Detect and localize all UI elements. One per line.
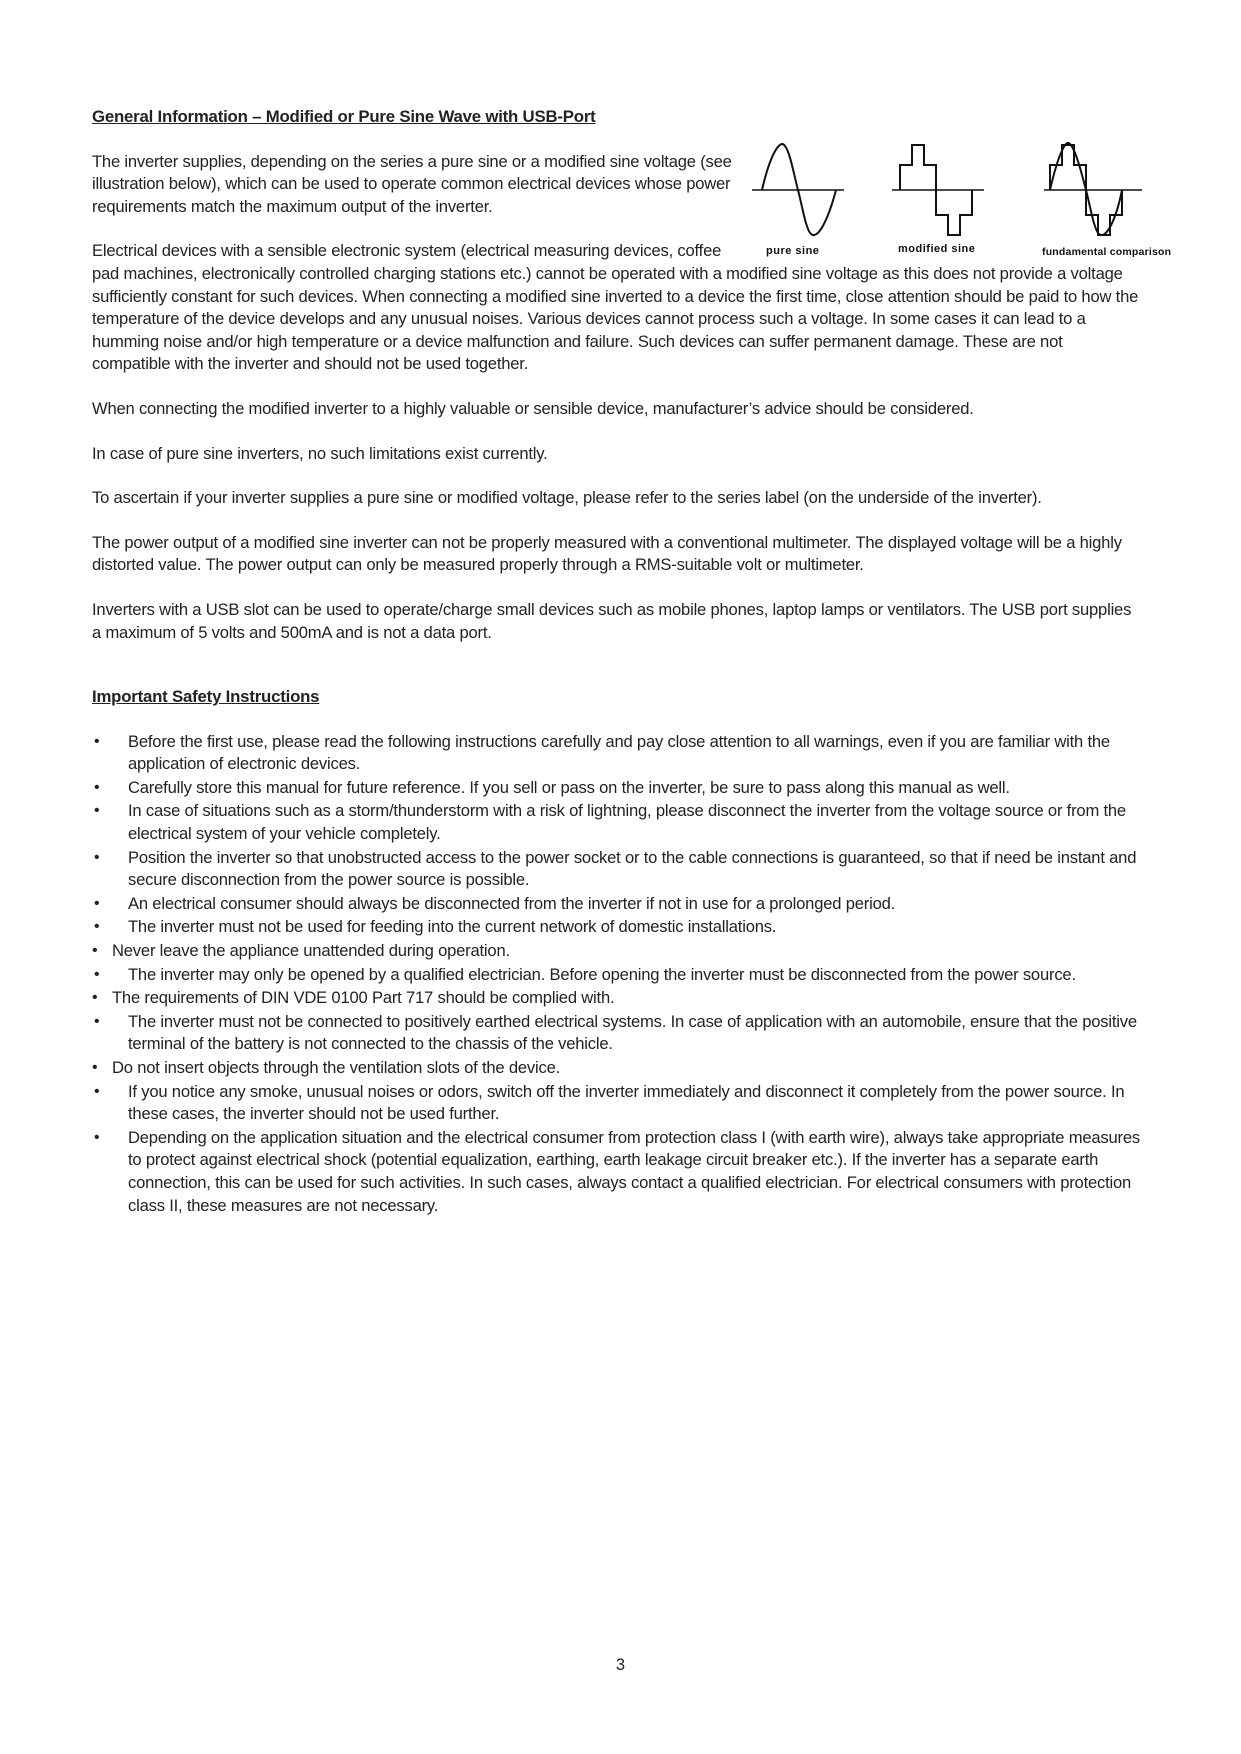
list-item-text: In case of situations such as a storm/thunderstorm with a risk of lightning, please disconnect the inverter from the voltage source or from the electrical system of your vehicle completely. <box>128 801 1126 844</box>
heading-safety-instructions: Important Safety Instructions <box>92 687 320 707</box>
list-item <box>92 1127 1142 1217</box>
series-label-paragraph: To ascertain if your inverter supplies a pure sine or modified voltage, please refer to the series label (on the underside of the inverter). <box>92 488 1042 508</box>
list-item-text: Position the inverter so that unobstructed access to the power socket or to the cable connections is guaranteed, so that if need be instant and secure disconnection from the power source is possible. <box>128 847 1137 890</box>
bullet-icon: • <box>94 894 100 912</box>
heading-general-information: General Information – Modified or Pure Sine Wave with USB-Port <box>92 107 596 126</box>
bullet-icon: • <box>94 778 100 796</box>
bullet-icon: • <box>94 802 100 820</box>
list-item <box>92 800 1142 845</box>
list-item <box>92 1057 1142 1080</box>
list-item <box>92 940 1142 963</box>
bullet-icon: • <box>94 848 100 866</box>
bullet-icon: • <box>92 1059 98 1076</box>
list-item <box>92 731 1142 776</box>
list-item-text: Depending on the application situation and the electrical consumer from protection class I (with earth wire), always take appropriate measures to protect against electrical shock (potential equalization, earthing, earth leakage circuit breaker etc.). If the inverter has a separate earth connection, this can be used for such activities. In such cases, always contact a qualified electrician. For electrical consumers with protection class II, these measures are not necessary. <box>128 1127 1141 1215</box>
bullet-icon: • <box>94 1012 100 1030</box>
list-item <box>92 987 1142 1010</box>
waveform-illustration <box>752 140 1192 270</box>
list-item-text: The inverter must not be connected to positively earthed electrical systems. In case of application with an automobile, ensure that the positive terminal of the battery is not connected to the chassis of the vehicle. <box>128 1011 1137 1054</box>
waveform-drawing <box>752 140 1192 240</box>
bullet-icon: • <box>92 989 98 1007</box>
modified-sine-wave-icon <box>892 145 984 235</box>
list-item-text: Carefully store this manual for future reference. If you sell or pass on the inverter, be sure to pass along this manual as well. <box>128 777 1010 797</box>
list-item-text: Never leave the appliance unattended during operation. <box>112 941 510 961</box>
list-item-text: The inverter may only be opened by a qualified electrician. Before opening the inverter must be disconnected from the power source. <box>128 964 1076 984</box>
list-item <box>92 1081 1142 1126</box>
list-item-text: An electrical consumer should always be disconnected from the inverter if not in use for a prolonged period. <box>128 893 896 913</box>
list-item-text: If you notice any smoke, unusual noises or odors, switch off the inverter immediately and disconnect it completely from the power source. In these cases, the inverter should not be used further. <box>128 1081 1125 1124</box>
list-item <box>92 893 1142 916</box>
bullet-icon: • <box>94 1128 100 1146</box>
list-item <box>92 847 1142 892</box>
pure-sine-wave-icon <box>752 144 844 235</box>
sensible-devices-line-1: Electrical devices with a sensible electronic system (electrical measuring devices, coffee <box>92 241 722 261</box>
measurement-paragraph: The power output of a modified sine inverter can not be properly measured with a conventional multimeter. The displayed voltage will be a highly distorted value. The power output can only be measured properly through a RMS-suitable volt or multimeter. <box>92 532 1122 575</box>
intro-paragraph: The inverter supplies, depending on the series a pure sine or a modified sine voltage (see illustration below), which can be used to operate common electrical devices whose power requirements match the maximum output of the inverter. <box>92 151 732 216</box>
page-number: 3 <box>615 1656 626 1674</box>
bullet-icon: • <box>94 1082 100 1100</box>
safety-instructions-list <box>92 731 1142 1217</box>
fundamental-comparison-label: fundamental comparison <box>1042 246 1172 258</box>
list-item <box>92 777 1142 800</box>
pure-sine-paragraph: In case of pure sine inverters, no such limitations exist currently. <box>92 443 548 463</box>
modified-sine-label: modified sine <box>898 243 976 255</box>
sensible-devices-rest: pad machines, electronically controlled charging stations etc.) cannot be operated with a modified sine voltage as this does not provide a voltage sufficiently constant for such devices. When connecting a modified sine inverted to a device the first time, close attention should be paid to how the temperature of the device develops and any unusual noises. Various devices cannot process such a voltage. In some cases it can lead to a humming noise and/or high temperature or a device malfunction and failure. Such devices can suffer permanent damage. These are not compatible with the inverter and should not be used together. <box>92 263 1139 374</box>
list-item-text: Do not insert objects through the ventilation slots of the device. <box>112 1058 561 1077</box>
fundamental-comparison-wave-icon <box>1044 143 1142 235</box>
usb-paragraph: Inverters with a USB slot can be used to operate/charge small devices such as mobile phones, laptop lamps or ventilators. The USB port supplies a maximum of 5 volts and 500mA and is not a data port. <box>92 599 1132 642</box>
list-item <box>92 964 1142 987</box>
list-item-text: The inverter must not be used for feeding into the current network of domestic installations. <box>128 917 777 937</box>
pure-sine-label: pure sine <box>766 245 820 257</box>
page-content <box>92 106 1142 1218</box>
bullet-icon: • <box>94 918 100 936</box>
bullet-icon: • <box>94 732 100 750</box>
bullet-icon: • <box>92 942 98 960</box>
list-item-text: The requirements of DIN VDE 0100 Part 717 should be complied with. <box>112 988 615 1008</box>
list-item <box>92 1011 1142 1056</box>
list-item-text: Before the first use, please read the following instructions carefully and pay close attention to all warnings, even if you are familiar with the application of electronic devices. <box>128 731 1110 774</box>
list-item <box>92 916 1142 939</box>
valuable-device-paragraph: When connecting the modified inverter to a highly valuable or sensible device, manufacturer’s advice should be considered. <box>92 398 974 418</box>
bullet-icon: • <box>94 965 100 983</box>
